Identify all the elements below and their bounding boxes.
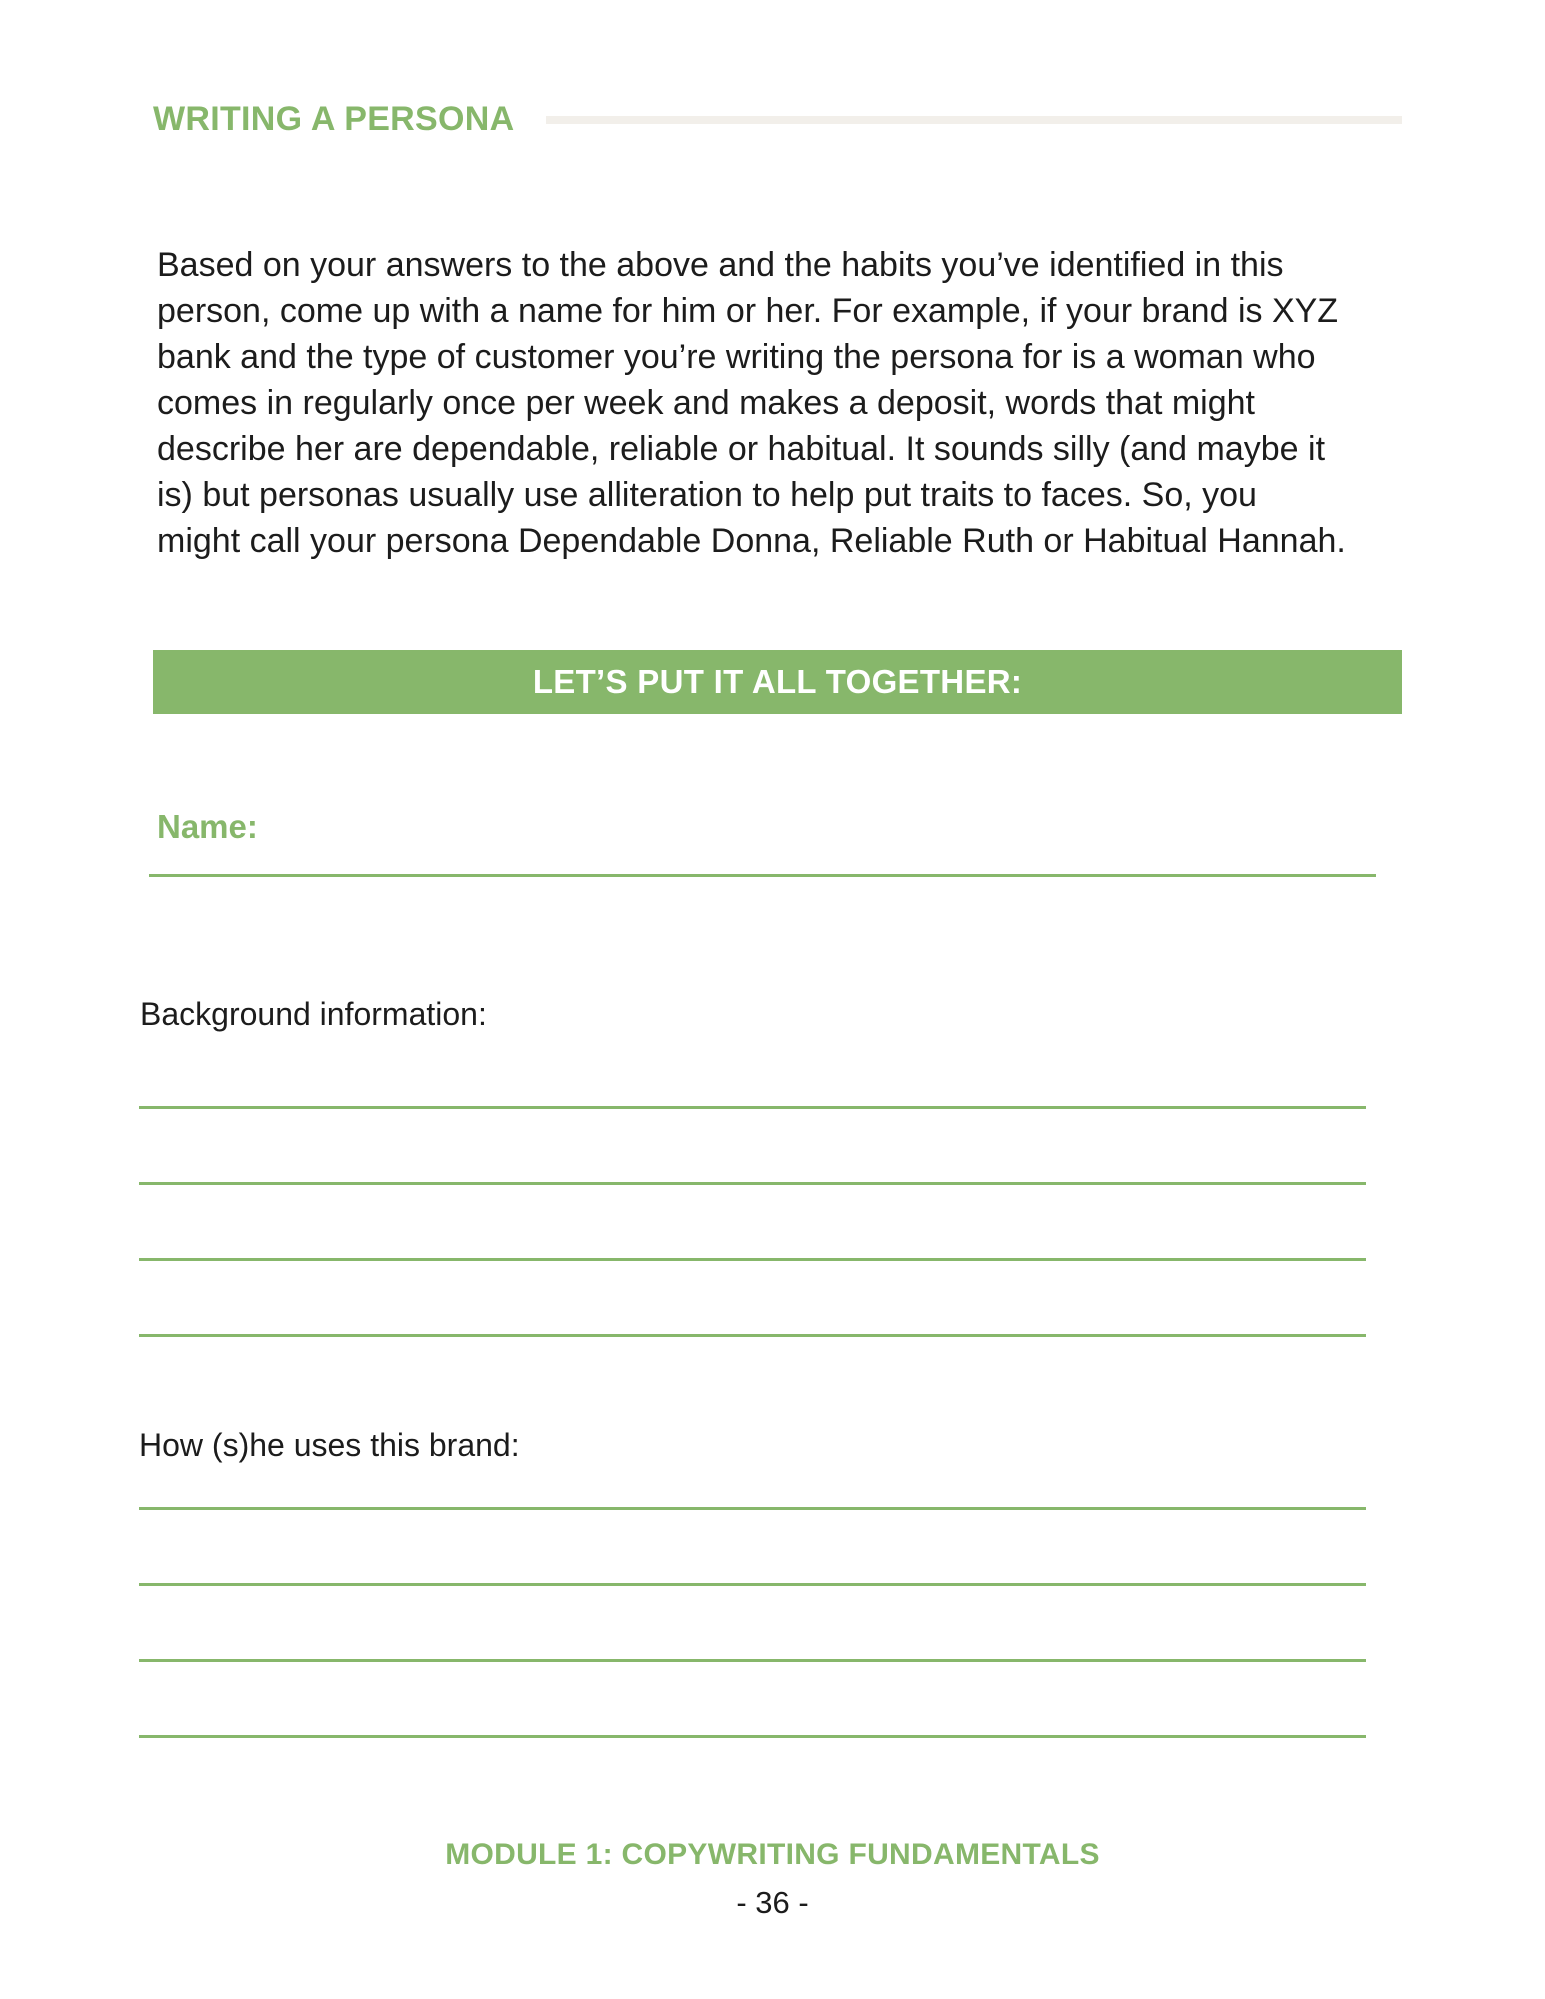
name-label: Name: — [157, 808, 258, 845]
section-title: WRITING A PERSONA — [153, 100, 515, 138]
intro-line: comes in regularly once per week and makes a deposit, words that might — [157, 384, 1255, 422]
brand-usage-write-line[interactable] — [139, 1735, 1366, 1738]
banner-text: LET’S PUT IT ALL TOGETHER: — [532, 663, 1023, 700]
background-write-line[interactable] — [139, 1258, 1366, 1261]
name-write-line[interactable] — [149, 874, 1376, 877]
intro-line: Based on your answers to the above and the habits you’ve identified in this — [157, 246, 1284, 284]
header-divider — [546, 116, 1402, 124]
brand-usage-write-line[interactable] — [139, 1583, 1366, 1586]
background-write-line[interactable] — [139, 1182, 1366, 1185]
brand-usage-label: How (s)he uses this brand: — [139, 1427, 520, 1463]
intro-line: is) but personas usually use alliteration to help put traits to faces. So, you — [157, 476, 1257, 514]
intro-line: person, come up with a name for him or her. For example, if your brand is XYZ — [157, 292, 1339, 330]
background-label: Background information: — [140, 996, 487, 1032]
background-write-line[interactable] — [139, 1334, 1366, 1337]
background-write-line[interactable] — [139, 1106, 1366, 1109]
intro-line: might call your persona Dependable Donna, Reliable Ruth or Habitual Hannah. — [157, 522, 1346, 560]
footer-module-title: MODULE 1: COPYWRITING FUNDAMENTALS — [445, 1838, 1100, 1871]
intro-line: bank and the type of customer you’re writing the persona for is a woman who — [157, 338, 1316, 376]
page-number: - 36 - — [736, 1885, 809, 1920]
intro-paragraph — [157, 242, 1417, 564]
intro-line: describe her are dependable, reliable or habitual. It sounds silly (and maybe it — [157, 430, 1326, 468]
brand-usage-write-line[interactable] — [139, 1507, 1366, 1510]
brand-usage-write-line[interactable] — [139, 1659, 1366, 1662]
section-banner — [153, 650, 1402, 714]
